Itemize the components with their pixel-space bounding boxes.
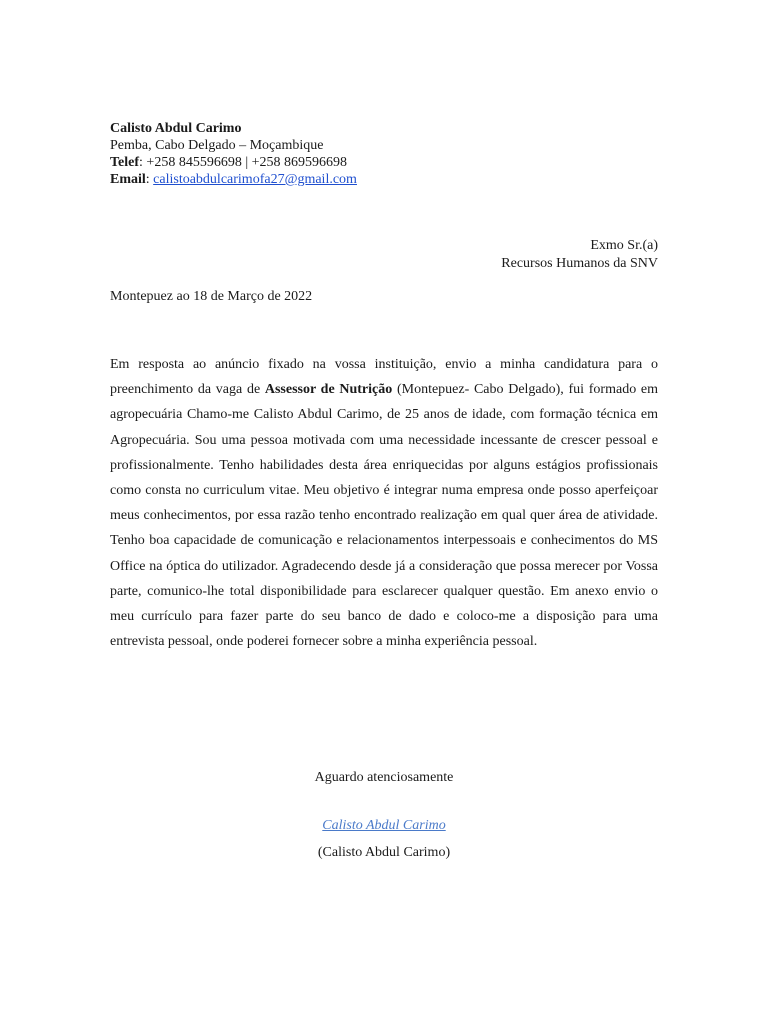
email-link[interactable]: calistoabdulcarimofa27@gmail.com — [153, 172, 357, 187]
sender-name: Calisto Abdul Carimo — [110, 121, 242, 136]
letter-body — [110, 352, 658, 654]
body-position: Assessor de Nutrição — [264, 382, 393, 398]
recipient-block — [501, 237, 658, 273]
email-separator: : — [145, 172, 154, 187]
sender-block — [110, 120, 357, 188]
body-part-2: (Montepuez- Cabo Delgado), fui formado em agropecuária Chamo-me Calisto Abdul Carimo, de 25 anos de idade, com formação técnica em Agropecuária. Sou uma pessoa motivada com uma necessidade incessante de crescer pessoal e profissionalmente. Tenho habilidades desta área enriquecidas por alguns estágios profissionais como consta no curriculum vitae. Meu objetivo é integrar numa empresa onde posso aperfeiçoar meus conhecimentos, por essa razão tenho encontrado realização em qual quer área de atividade. Tenho boa capacidade de comunicação e relacionamentos interpessoais e conhecimentos do MS Office na óptica do utilizador. Agradecendo desde já a consideração que possa merecer por Vossa parte, comunico-lhe total disponibilidade para esclarecer qualquer questão. Em anexo envio o meu currículo para fazer parte do seu banco de dado e coloco-me a disposição para uma entrevista pessoal, onde poderei fornecer sobre a minha experiência pessoal. — [110, 382, 659, 650]
phone-value: : +258 845596698 | +258 869596698 — [139, 155, 348, 170]
recipient-department: Recursos Humanos da SNV — [501, 256, 658, 271]
signature: Calisto Abdul Carimo — [322, 818, 446, 833]
sender-phone — [110, 154, 357, 171]
closing-line: Aguardo atenciosamente — [314, 770, 454, 785]
phone-label: Telef — [110, 155, 140, 170]
body-part-1: Em resposta ao anúncio fixado na vossa instituição, envio a minha candidatura para o preenchimento da vaga de — [110, 357, 658, 398]
sender-email — [110, 171, 357, 188]
sender-address: Pemba, Cabo Delgado – Moçambique — [110, 138, 324, 153]
date-line: Montepuez ao 18 de Março de 2022 — [110, 289, 313, 304]
recipient-salutation: Exmo Sr.(a) — [590, 238, 658, 253]
printed-name: (Calisto Abdul Carimo) — [317, 845, 451, 860]
email-label: Email — [110, 172, 146, 187]
